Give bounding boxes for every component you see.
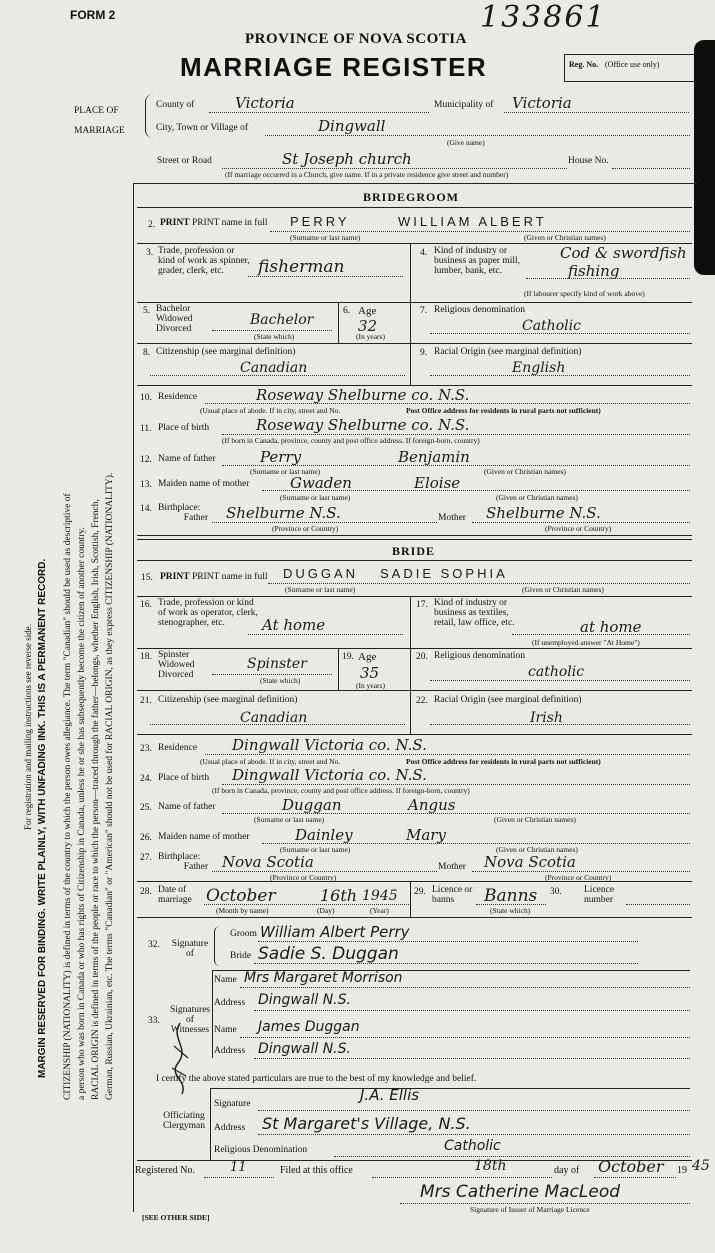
year-prefix: 19 [677,1165,687,1176]
field-16-label: Trade, profession or kind of work as operator, clerk, stenographer, etc. [158,598,258,628]
field-29-label: Licence or banns [432,885,473,905]
bride-surname-cap: (Surname or last name) [285,585,356,594]
field-2-label-text: PRINT name in full [191,218,268,228]
sig-brace [214,926,221,966]
bride-mother-surname: Dainley [295,826,353,844]
field-27-label-1: Birthplace: [158,852,201,862]
certify-statement: I certify the above stated particulars are true to the best of my knowledge and belief. [156,1074,477,1084]
groom-citizenship: Canadian [240,360,308,376]
province-heading: PROVINCE OF NOVA SCOTIA [245,31,467,47]
field-12-label: Name of father [158,454,216,464]
groom-sig-label: Groom [230,929,257,939]
rule-g6 [137,343,692,344]
witness-1-name: Mrs Margaret Morrison [244,970,403,986]
rule-b9 [137,917,692,918]
city-value: Dingwall [318,117,386,135]
licence-value: Banns [484,886,538,906]
clergy-signature-label: Signature [214,1099,251,1109]
margin-racial-2: German, Russian, Ukrainian, etc. The terms "Canadian" or "American" should not be used for RACIAL ORIGIN, as they express CITIZENSHIP (NATIONALITY). [105,472,115,1100]
field-24-number: 24. [140,774,152,784]
line-7 [430,333,690,334]
field-15-number: 15. [141,573,153,583]
bride-mother-given-cap: (Given or Christian names) [496,845,578,854]
groom-father-birth: Shelburne N.S. [226,504,341,522]
rule-b6-v [410,690,411,734]
place-brace [145,94,154,138]
denomination-value: Catholic [444,1138,501,1154]
field-13-number: 13. [140,480,152,490]
clergy-address-label: Address [214,1123,246,1133]
line-14a [212,522,437,523]
bride-birth-cap: (If born in Canada, province, county and post office address. If foreign-born, country) [212,786,470,795]
line-29 [476,904,546,905]
residence-cap-2: Post Office address for residents in rural parts not sufficient) [406,406,601,415]
rule-g5-v1 [338,302,339,343]
field-6-number: 6. [343,306,351,316]
line-clergy-address [258,1134,690,1135]
mother-surname-cap: (Surname or last name) [280,493,351,502]
clergy-left [210,1088,211,1160]
father-given-cap: (Given or Christian names) [484,467,566,476]
field-20-number: 20. [416,652,428,662]
field-5-label: Bachelor Widowed Divorced [156,304,193,334]
field-27-label-2: Father [183,861,208,872]
reg-no-box [564,54,714,82]
field-27-label [158,853,208,873]
clergy-label: Officiating Clergyman [162,1111,206,1131]
rule-between-2 [137,539,692,540]
rule-28-v [410,881,411,917]
bride-trade: At home [262,616,326,634]
line-27b [472,871,690,872]
rule-g6-v [410,343,411,385]
issuer-signature: Mrs Catherine MacLeod [420,1182,621,1202]
place-label-line2: MARRIAGE [74,126,125,136]
field-21-label: Citizenship (see marginal definition) [158,695,298,705]
groom-trade: fisherman [258,257,345,277]
margin-citizenship-2: a person who was born in Canada or who has rights of Citizenship in Canada, unless he or she has subsequently become the citizen of another country. [77,527,87,1100]
groom-residence: Roseway Shelburne co. N.S. [256,386,470,404]
bride-signature: Sadie S. Duggan [258,944,399,964]
field-10-number: 10. [140,393,152,403]
bride-age: 35 [360,664,380,682]
field-14-label-2: Father [183,512,208,523]
field-26-number: 26. [140,833,152,843]
municipality-line [504,112,689,113]
groom-given: WILLIAM ALBERT [398,214,547,229]
field-6-label: Age [358,305,377,317]
line-w1-name [240,987,690,988]
bride-age-cap: (In years) [356,681,385,690]
field-18-number: 18. [140,652,152,662]
field-19-label: Age [358,651,377,663]
groom-mother-birth: Shelburne N.S. [486,504,601,522]
field-28-number: 28. [140,887,152,897]
line-9 [430,375,690,376]
clergy-signature: J.A. Ellis [360,1086,420,1104]
groom-birthplace: Roseway Shelburne co. N.S. [256,416,470,434]
groom-given-cap: (Given or Christian names) [524,233,606,242]
bride-origin: Irish [530,710,563,726]
field-22-number: 22. [416,696,428,706]
witness-2-address: Dingwall N.S. [258,1041,351,1057]
field-15-label-text: PRINT name in full [191,572,268,582]
street-label: Street or Road [157,156,212,166]
marriage-year: 1945 [362,888,398,904]
line-5 [212,330,332,331]
field-11-label: Place of birth [158,423,210,433]
line-18 [212,674,332,675]
year-cap: (Year) [370,906,389,915]
groom-birth-cap: (If born in Canada, province, county and post office address. If foreign-born, country) [222,436,480,445]
field-30-label: Licence number [584,885,615,905]
line-w1-address [254,1010,690,1011]
field-14-number: 14. [140,504,152,514]
field-4-label: Kind of industry or business as paper mill, lumber, bank, etc. [434,246,521,276]
rule-g5-v2 [410,302,411,343]
field-7-number: 7. [420,306,428,316]
page-title: MARRIAGE REGISTER [180,52,488,82]
field-3-label: Trade, profession or kind of work as spinner, grader, clerk, etc. [158,246,250,276]
groom-mother-label: Mother [438,513,466,523]
groom-industry-2: fishing [568,262,620,280]
groom-age-cap: (In years) [356,332,385,341]
form-number: FORM 2 [70,8,116,22]
county-line [209,112,429,113]
bride-religion: catholic [528,664,585,680]
field-2-label: PRINT PRINT name in full [160,218,268,228]
line-2 [270,231,690,232]
line-24 [222,784,690,785]
rule-b2 [137,596,692,597]
field-23-label: Residence [158,743,198,753]
bride-mother-birth: Nova Scotia [484,853,576,871]
field-17-cap: (If unemployed answer "At Home") [532,638,640,647]
bride-citizenship: Canadian [240,710,308,726]
line-10 [205,403,690,404]
field-9-number: 9. [420,348,428,358]
field-9-label: Racial Origin (see marginal definition) [434,347,582,357]
witness-2-name: James Duggan [258,1019,360,1035]
bride-father-surname: Duggan [282,796,342,814]
field-16-number: 16. [140,600,152,610]
line-15 [268,583,690,584]
registered-value: 11 [230,1160,247,1175]
house-line [612,168,690,169]
place-label-line1: PLACE OF [74,106,119,116]
field-18-label: Spinster Widowed Divorced [158,650,195,680]
bride-state-cap: (State which) [260,676,301,685]
line-16 [248,634,403,635]
bride-surname: DUGGAN [283,566,359,581]
groom-origin: English [512,360,566,376]
w2-address-label: Address [214,1046,246,1056]
field-25-label: Name of father [158,802,216,812]
line-issuer [400,1203,690,1204]
w2-name-label: Name [214,1025,237,1035]
groom-father-given: Benjamin [398,448,470,466]
line-28 [204,904,409,905]
binding-edge [694,40,715,275]
rule-b4 [137,648,692,649]
line-14b [472,522,690,523]
field-3-number: 3. [146,248,154,258]
street-line [222,168,567,169]
line-11 [222,434,690,435]
field-33-label: Signatures of Witnesses [170,1005,211,1035]
see-other-side: [SEE OTHER SIDE] [142,1213,210,1222]
city-label: City, Town or Village of [156,123,248,133]
county-value: Victoria [235,94,295,112]
line-w2-address [254,1058,690,1059]
rule-g4 [137,302,692,303]
field-11-number: 11. [140,424,152,434]
line-23 [205,754,690,755]
city-line [265,135,690,136]
bride-status: Spinster [247,656,307,672]
registered-label: Registered No. [135,1165,195,1176]
line-27a [212,871,437,872]
rule-b5-v2 [410,648,411,690]
bride-mother-surname-cap: (Surname or last name) [280,845,351,854]
rule-b3-v [410,596,411,648]
filed-label: Filed at this office [280,1165,353,1176]
field-28-label: Date of marriage [158,885,192,905]
give-name-caption: (Give name) [447,138,485,147]
rule-b7 [137,734,692,735]
field-14-label-1: Birthplace: [158,503,201,513]
bride-father-given: Angus [408,796,456,814]
rule-b1 [137,560,692,561]
bride-province-cap-2: (Province or Country) [545,873,612,882]
line-filed-month [594,1177,676,1178]
field-19-number: 19. [342,652,354,662]
field-15-label: PRINT PRINT name in full [160,572,268,582]
line-bride-sig [254,963,638,964]
groom-mother-surname: Gwaden [290,474,352,492]
flourish-mark [160,1018,200,1098]
year-suffix: 45 [692,1158,710,1174]
field-5-number: 5. [143,306,151,316]
bride-father-surname-cap: (Surname or last name) [254,815,325,824]
house-label: House No. [568,156,609,166]
bride-given: SADIE SOPHIA [380,566,508,581]
field-4-cap: (If labourer specify kind of work above) [524,289,645,298]
margin-instructions: For registration and mailing instructions see reverse side. [23,624,33,830]
groom-status: Bachelor [250,312,314,328]
groom-surname: PERRY [290,214,350,229]
filed-month: October [598,1157,664,1176]
groom-state-cap: (State which) [254,332,295,341]
line-17 [512,634,690,635]
bride-industry: at home [580,618,642,636]
county-label: County of [156,100,195,110]
margin-racial-1: RACIAL ORIGIN is defined in terms of the people or race to which the person—traced through the father—belongs, whether English, Irish, Scottish, French, [91,499,101,1100]
field-33-number: 33. [148,1016,160,1026]
month-cap: (Month by name) [216,906,269,915]
rule-b6 [137,690,692,691]
line-20 [430,680,690,681]
bridegroom-heading: BRIDEGROOM [363,190,460,204]
field-8-number: 8. [143,348,151,358]
groom-province-cap-2: (Province or Country) [545,524,612,533]
witness-left [212,970,213,1058]
bride-sig-label: Bride [230,951,252,961]
margin-citizenship-1: CITIZENSHIP (NATIONALITY) is defined in terms of the country to which the person owes allegiance. The term "Canadian" should be used as descriptive of [63,493,73,1100]
bride-residence-cap-1: (Usual place of abode. If in city, street and No. [200,757,341,766]
line-clergy-sig [258,1110,690,1111]
bride-mother-given: Mary [406,826,446,844]
line-3 [248,276,403,277]
line-registered [204,1177,274,1178]
field-23-number: 23. [140,744,152,754]
field-7-label: Religious denomination [434,305,526,315]
groom-age: 32 [358,317,378,335]
clergy-address: St Margaret's Village, N.S. [262,1114,471,1133]
rule-between-1 [137,535,692,536]
witness-1-address: Dingwall N.S. [258,992,351,1008]
field-32-number: 32. [148,940,160,950]
field-26-label: Maiden name of mother [158,832,250,842]
field-29-number: 29. [414,887,426,897]
street-value: St Joseph church [282,150,412,168]
line-25 [222,813,690,814]
w1-address-label: Address [214,998,246,1008]
line-26 [262,843,690,844]
bride-residence: Dingwall Victoria co. N.S. [232,736,427,754]
marriage-day: 16th [320,886,358,905]
field-17-number: 17. [416,600,428,610]
field-12-number: 12. [140,455,152,465]
groom-industry-1: Cod & swordfish [560,244,687,262]
licence-state-cap: (State which) [490,906,531,915]
father-surname-cap: (Surname or last name) [250,467,321,476]
line-22 [430,724,690,725]
line-21 [150,724,405,725]
rule-b8 [137,881,692,882]
line-12 [222,465,690,466]
line-filed-day [372,1177,552,1178]
field-24-label: Place of birth [158,773,210,783]
bride-residence-cap-2: Post Office address for residents in rural parts not sufficient) [406,757,601,766]
day-cap: (Day) [317,906,335,915]
filed-day: 18th [474,1158,507,1174]
mother-given-cap: (Given or Christian names) [496,493,578,502]
bride-mother-label: Mother [438,862,466,872]
field-14-label [158,504,208,524]
day-of-label: day of [554,1165,580,1176]
groom-mother-given: Eloise [414,474,461,492]
line-13 [262,490,690,491]
rule-g3-v [410,243,411,302]
line-groom-sig [258,941,638,942]
groom-signature: William Albert Perry [260,923,410,941]
margin-binding-note: MARGIN RESERVED FOR BINDING. WRITE PLAINLY, WITH UNFADING INK. THIS IS A PERMANENT RECORD. [37,558,48,1078]
clergy-top [210,1088,690,1089]
groom-religion: Catholic [522,318,581,334]
marriage-month: October [206,886,276,906]
rule-g1 [137,207,692,208]
line-30 [626,904,690,905]
residence-cap-1: (Usual place of abode. If in city, street and No. [200,406,341,415]
field-22-label: Racial Origin (see marginal definition) [434,695,582,705]
field-10-label: Residence [158,392,198,402]
place-label [74,101,125,141]
municipality-label: Municipality of [434,100,494,110]
bride-province-cap-1: (Province or Country) [270,873,337,882]
bride-birthplace: Dingwall Victoria co. N.S. [232,766,427,784]
bride-given-cap: (Given or Christian names) [522,585,604,594]
line-4 [526,278,690,279]
field-2-number: 2. [148,220,156,230]
field-20-label: Religious denomination [434,651,526,661]
issuer-caption: Signature of Issuer of Marriage Licence [470,1205,590,1214]
field-17-label: Kind of industry or business as textiles, retail, law office, etc. [434,598,515,628]
bride-father-given-cap: (Given or Christian names) [494,815,576,824]
field-30-number: 30. [550,887,562,897]
rule-b5-v1 [338,648,339,690]
w1-name-label: Name [214,975,237,985]
field-25-number: 25. [140,803,152,813]
municipality-value: Victoria [512,94,572,112]
line-w2-name [240,1037,690,1038]
groom-surname-cap: (Surname or last name) [290,233,361,242]
field-13-label: Maiden name of mother [158,479,250,489]
reg-no-note: (Office use only) [605,60,660,69]
field-21-number: 21. [140,696,152,706]
bride-heading: BRIDE [392,544,436,558]
groom-father-surname: Perry [260,448,302,466]
bride-father-birth: Nova Scotia [222,853,314,871]
register-number: 133861 [480,0,607,35]
field-27-number: 27. [140,853,152,863]
field-8-label: Citizenship (see marginal definition) [156,347,296,357]
groom-province-cap-1: (Province or Country) [272,524,339,533]
reg-no-label: Reg. No. [569,60,599,69]
field-32-label: Signature of [171,939,209,959]
field-4-number: 4. [420,248,428,258]
street-note: (If marriage occurred in a Church, give name. If in a private residence give street and number) [225,170,509,179]
denomination-label: Religious Denomination [214,1145,308,1155]
line-8 [150,375,405,376]
